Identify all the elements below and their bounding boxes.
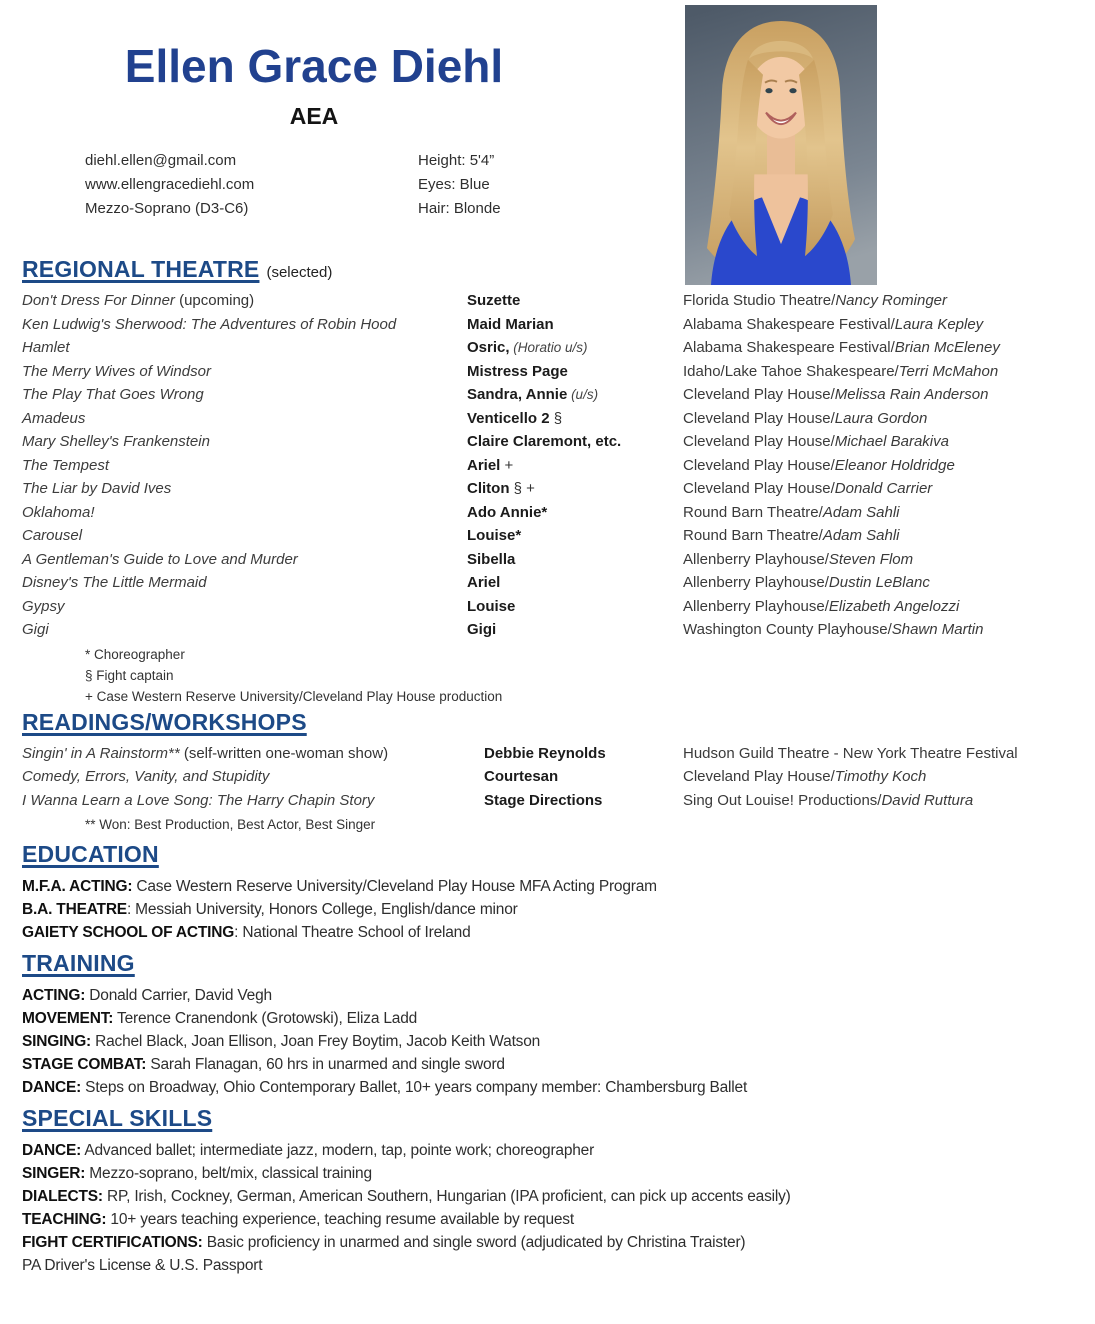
show-title (22, 571, 467, 595)
section-head-readings (22, 709, 1073, 736)
show-title (22, 289, 467, 313)
stats-line: Height: 5'4” (418, 152, 495, 169)
role (467, 765, 683, 789)
line-text: PA Driver's License & U.S. Passport (22, 1257, 263, 1274)
role-symbol: § + (509, 480, 535, 497)
role (467, 336, 683, 360)
headshot-photo (685, 5, 877, 285)
labeled-line (22, 1030, 1073, 1053)
contact-line: Mezzo-Soprano (D3-C6) (85, 200, 249, 217)
theatre-director (683, 742, 1073, 766)
show-title (22, 313, 467, 337)
readings-footnotes (85, 814, 1073, 835)
credit-row (22, 765, 1073, 789)
section-title-regional: REGIONAL THEATRE (22, 256, 260, 282)
line-text: Mezzo-soprano, belt/mix, classical training (85, 1165, 372, 1182)
role (467, 571, 683, 595)
line-label: ACTING: (22, 987, 86, 1004)
line-label: B.A. THEATRE (22, 901, 127, 918)
footnote-line: * Choreographer (85, 646, 185, 662)
theatre-name: Washington County Playhouse/ (683, 621, 892, 638)
contact-line: diehl.ellen@gmail.com (85, 152, 237, 169)
union-affiliation: AEA (289, 103, 339, 129)
line-text: Basic proficiency in unarmed and single sword (adjudicated by Christina Traister) (202, 1234, 746, 1251)
theatre-director (683, 789, 1073, 813)
resume-body (22, 256, 1073, 1277)
show-title-text: Disney's The Little Mermaid (22, 574, 207, 591)
show-title-text: I Wanna Learn a Love Song: The Harry Chapin Story (22, 791, 375, 809)
role-text: Claire Claremont, etc. (467, 433, 622, 450)
director-name: Shawn Martin (891, 621, 984, 638)
director-name: Laura Kepley (894, 315, 984, 333)
theatre-name: Cleveland Play House/ (683, 480, 835, 497)
theatre-name: Cleveland Play House/ (683, 433, 835, 450)
line-label: DANCE: (22, 1079, 82, 1096)
role-text: Suzette (467, 292, 521, 309)
credit-row (22, 742, 1073, 766)
role (467, 524, 683, 548)
theatre-name: Cleveland Play House/ (683, 456, 835, 474)
director-name: Elizabeth Angelozzi (828, 597, 960, 615)
role (467, 742, 683, 766)
credit-row (22, 360, 1073, 384)
line-label: DIALECTS: (22, 1188, 103, 1205)
line-label: STAGE COMBAT: (22, 1056, 147, 1073)
role (467, 477, 683, 501)
theatre-name: Cleveland Play House/ (683, 386, 835, 403)
line-text: Steps on Broadway, Ohio Contemporary Ballet, 10+ years company member: Chambersburg Ballet (81, 1079, 748, 1096)
role (467, 407, 683, 431)
director-name: Michael Barakiva (834, 433, 949, 450)
theatre-director (683, 618, 1073, 642)
show-title-text: The Merry Wives of Windsor (22, 362, 211, 380)
role-text: Ado Annie* (467, 503, 548, 521)
credit-row (22, 571, 1073, 595)
theatre-name: Sing Out Louise! Productions/ (683, 791, 882, 809)
footnote-line: + Case Western Reserve University/Cleveland Play House production (85, 688, 503, 704)
credit-row (22, 477, 1073, 501)
line-text: Rachel Black, Joan Ellison, Joan Frey Boytim, Jacob Keith Watson (91, 1033, 541, 1050)
show-title-text: The Play That Goes Wrong (22, 386, 204, 403)
theatre-director (683, 407, 1073, 431)
theatre-director (683, 548, 1073, 572)
director-name: Timothy Koch (834, 768, 927, 785)
line-text: Case Western Reserve University/Cleveland Play House MFA Acting Program (132, 878, 657, 895)
line-label: GAIETY SCHOOL OF ACTING (22, 924, 235, 941)
theatre-director (683, 595, 1073, 619)
page-title: Ellen Grace Diehl (124, 40, 504, 92)
credit-row (22, 501, 1073, 525)
labeled-line (22, 1185, 1073, 1208)
role-text: Louise (467, 597, 516, 615)
education-list (22, 875, 1073, 944)
credit-row (22, 407, 1073, 431)
director-name: Adam Sahli (822, 527, 900, 544)
director-name: Eleanor Holdridge (834, 456, 955, 474)
theatre-director (683, 313, 1073, 337)
credit-row (22, 618, 1073, 642)
labeled-line (22, 1076, 1073, 1099)
role (467, 548, 683, 572)
show-title (22, 524, 467, 548)
line-text: Sarah Flanagan, 60 hrs in unarmed and single sword (146, 1056, 505, 1073)
role-text: Cliton (467, 480, 510, 497)
section-head-regional (22, 256, 1073, 283)
show-title (22, 501, 467, 525)
show-note: (self-written one-woman show) (179, 744, 389, 762)
director-name: Melissa Rain Anderson (834, 386, 989, 403)
theatre-name: Alabama Shakespeare Festival/ (683, 339, 895, 356)
role-text: Ariel (467, 456, 501, 474)
theatre-name: Alabama Shakespeare Festival/ (683, 315, 895, 333)
director-name: Adam Sahli (822, 503, 900, 521)
theatre-director (683, 383, 1073, 407)
role (467, 360, 683, 384)
theatre-director (683, 765, 1073, 789)
section-subtitle-regional: (selected) (266, 264, 333, 281)
role-symbol: § (549, 409, 563, 427)
labeled-line (22, 984, 1073, 1007)
role-text: Courtesan (484, 768, 559, 785)
line-text: Donald Carrier, David Vegh (85, 987, 272, 1004)
role-text: Stage Directions (484, 791, 603, 809)
theatre-director (683, 524, 1073, 548)
theatre-name: Idaho/Lake Tahoe Shakespeare/ (683, 362, 899, 380)
show-title-text: Singin' in A Rainstorm** (22, 744, 180, 762)
role-text: Louise* (467, 527, 522, 544)
line-label: DANCE: (22, 1142, 82, 1159)
show-title-text: Don't Dress For Dinner (22, 292, 175, 309)
theatre-director (683, 289, 1073, 313)
theatre-name: Allenberry Playhouse/ (683, 550, 829, 568)
theatre-director (683, 360, 1073, 384)
theatre-director (683, 571, 1073, 595)
show-title (22, 548, 467, 572)
section-head-education (22, 841, 1073, 868)
special-skills-list (22, 1139, 1073, 1277)
line-text: : Messiah University, Honors College, English/dance minor (126, 901, 518, 918)
role-text: Debbie Reynolds (484, 744, 606, 762)
line-label: SINGING: (22, 1033, 92, 1050)
role-note: (Horatio u/s) (509, 340, 588, 355)
director-name: Steven Flom (828, 550, 914, 568)
role (467, 383, 683, 407)
labeled-line (22, 1254, 1073, 1277)
role (467, 618, 683, 642)
line-label: M.F.A. ACTING: (22, 878, 133, 895)
labeled-line (22, 1007, 1073, 1030)
show-title-text: Mary Shelley's Frankenstein (22, 433, 210, 450)
labeled-line (22, 921, 1073, 944)
theatre-name: Hudson Guild Theatre - New York Theatre Festival (683, 744, 1018, 762)
role-text: Mistress Page (467, 362, 568, 380)
show-title (22, 742, 467, 766)
show-title (22, 618, 467, 642)
role-text: Ariel (467, 574, 501, 591)
show-title-text: The Liar by David Ives (22, 480, 172, 497)
regional-theatre-credits (22, 289, 1073, 642)
contact-line: www.ellengracediehl.com (85, 176, 255, 193)
line-label: SINGER: (22, 1165, 86, 1182)
show-title (22, 430, 467, 454)
director-name: Brian McEleney (894, 339, 1000, 356)
role (467, 430, 683, 454)
show-title (22, 454, 467, 478)
line-label: FIGHT CERTIFICATIONS: (22, 1234, 203, 1251)
theatre-director (683, 477, 1073, 501)
show-title-text: Ken Ludwig's Sherwood: The Adventures of Robin Hood (22, 315, 397, 333)
show-title-text: Amadeus (22, 409, 86, 427)
credit-row (22, 313, 1073, 337)
section-title-training: TRAINING (22, 950, 135, 976)
theatre-director (683, 336, 1073, 360)
credit-row (22, 595, 1073, 619)
contact-info (85, 149, 254, 221)
credit-row (22, 430, 1073, 454)
role-text: Maid Marian (467, 315, 554, 333)
show-title-text: Gypsy (22, 597, 65, 615)
role (467, 789, 683, 813)
theatre-name: Cleveland Play House/ (683, 768, 835, 785)
director-name: Terri McMahon (898, 362, 999, 380)
line-text: RP, Irish, Cockney, German, American Southern, Hungarian (IPA proficient, can pick up accents easily) (102, 1188, 791, 1205)
footnote-line: ** Won: Best Production, Best Actor, Best Singer (85, 817, 376, 832)
footnote-line: § Fight captain (85, 667, 174, 683)
labeled-line (22, 1162, 1073, 1185)
section-head-training (22, 950, 1073, 977)
theatre-name: Round Barn Theatre/ (683, 503, 823, 521)
credit-row (22, 383, 1073, 407)
section-title-skills: SPECIAL SKILLS (22, 1105, 213, 1131)
labeled-line (22, 1053, 1073, 1076)
show-title (22, 595, 467, 619)
credit-row (22, 548, 1073, 572)
show-title (22, 789, 467, 813)
credit-row (22, 789, 1073, 813)
show-title-text: Oklahoma! (22, 503, 95, 521)
show-note: (upcoming) (174, 292, 255, 309)
labeled-line (22, 1139, 1073, 1162)
theatre-name: Allenberry Playhouse/ (683, 574, 829, 591)
theatre-director (683, 430, 1073, 454)
director-name: Laura Gordon (834, 409, 928, 427)
labeled-line (22, 875, 1073, 898)
theatre-name: Allenberry Playhouse/ (683, 597, 829, 615)
director-name: Nancy Rominger (835, 292, 948, 309)
line-label: MOVEMENT: (22, 1010, 114, 1027)
show-title-text: Comedy, Errors, Vanity, and Stupidity (22, 768, 270, 785)
credit-row (22, 524, 1073, 548)
training-list (22, 984, 1073, 1099)
director-name: David Ruttura (881, 791, 974, 809)
show-title-text: A Gentleman's Guide to Love and Murder (22, 550, 298, 568)
role (467, 501, 683, 525)
theatre-name: Round Barn Theatre/ (683, 527, 823, 544)
theatre-director (683, 501, 1073, 525)
labeled-line (22, 1208, 1073, 1231)
show-title-text: The Tempest (22, 456, 109, 474)
stats-line: Eyes: Blue (418, 176, 490, 193)
role-symbol: + (500, 456, 514, 474)
show-title-text: Gigi (22, 621, 49, 638)
show-title (22, 336, 467, 360)
show-title-text: Carousel (22, 527, 83, 544)
line-text: Advanced ballet; intermediate jazz, modern, tap, pointe work; choreographer (81, 1142, 595, 1159)
show-title (22, 383, 467, 407)
role (467, 595, 683, 619)
stats-line: Hair: Blonde (418, 200, 501, 217)
labeled-line (22, 1231, 1073, 1254)
line-text: Terence Cranendonk (Grotowski), Eliza Ladd (113, 1010, 418, 1027)
section-title-education: EDUCATION (22, 841, 159, 867)
role (467, 454, 683, 478)
show-title (22, 360, 467, 384)
role (467, 289, 683, 313)
section-title-readings: READINGS/WORKSHOPS (22, 708, 307, 735)
theatre-name: Cleveland Play House/ (683, 409, 835, 427)
show-title-text: Hamlet (22, 339, 70, 356)
readings-workshops-credits (22, 742, 1073, 813)
role (467, 313, 683, 337)
theatre-director (683, 454, 1073, 478)
headshot-illustration (685, 5, 877, 285)
credit-row (22, 289, 1073, 313)
labeled-line (22, 898, 1073, 921)
role-note: (u/s) (567, 387, 599, 402)
director-name: Dustin LeBlanc (828, 574, 930, 591)
physical-stats (418, 149, 501, 221)
line-text: : National Theatre School of Ireland (234, 924, 471, 941)
line-text: 10+ years teaching experience, teaching resume available by request (106, 1211, 574, 1228)
show-title (22, 765, 467, 789)
credit-row (22, 336, 1073, 360)
role-text: Venticello 2 (467, 409, 550, 427)
role-text: Osric, (467, 339, 510, 356)
show-title (22, 477, 467, 501)
regional-footnotes (85, 644, 1073, 707)
line-label: TEACHING: (22, 1211, 107, 1228)
show-title (22, 407, 467, 431)
theatre-name: Florida Studio Theatre/ (683, 292, 836, 309)
section-head-skills (22, 1105, 1073, 1132)
role-text: Sandra, Annie (467, 386, 568, 403)
role-text: Gigi (467, 621, 497, 638)
role-text: Sibella (467, 550, 516, 568)
director-name: Donald Carrier (834, 480, 933, 497)
credit-row (22, 454, 1073, 478)
